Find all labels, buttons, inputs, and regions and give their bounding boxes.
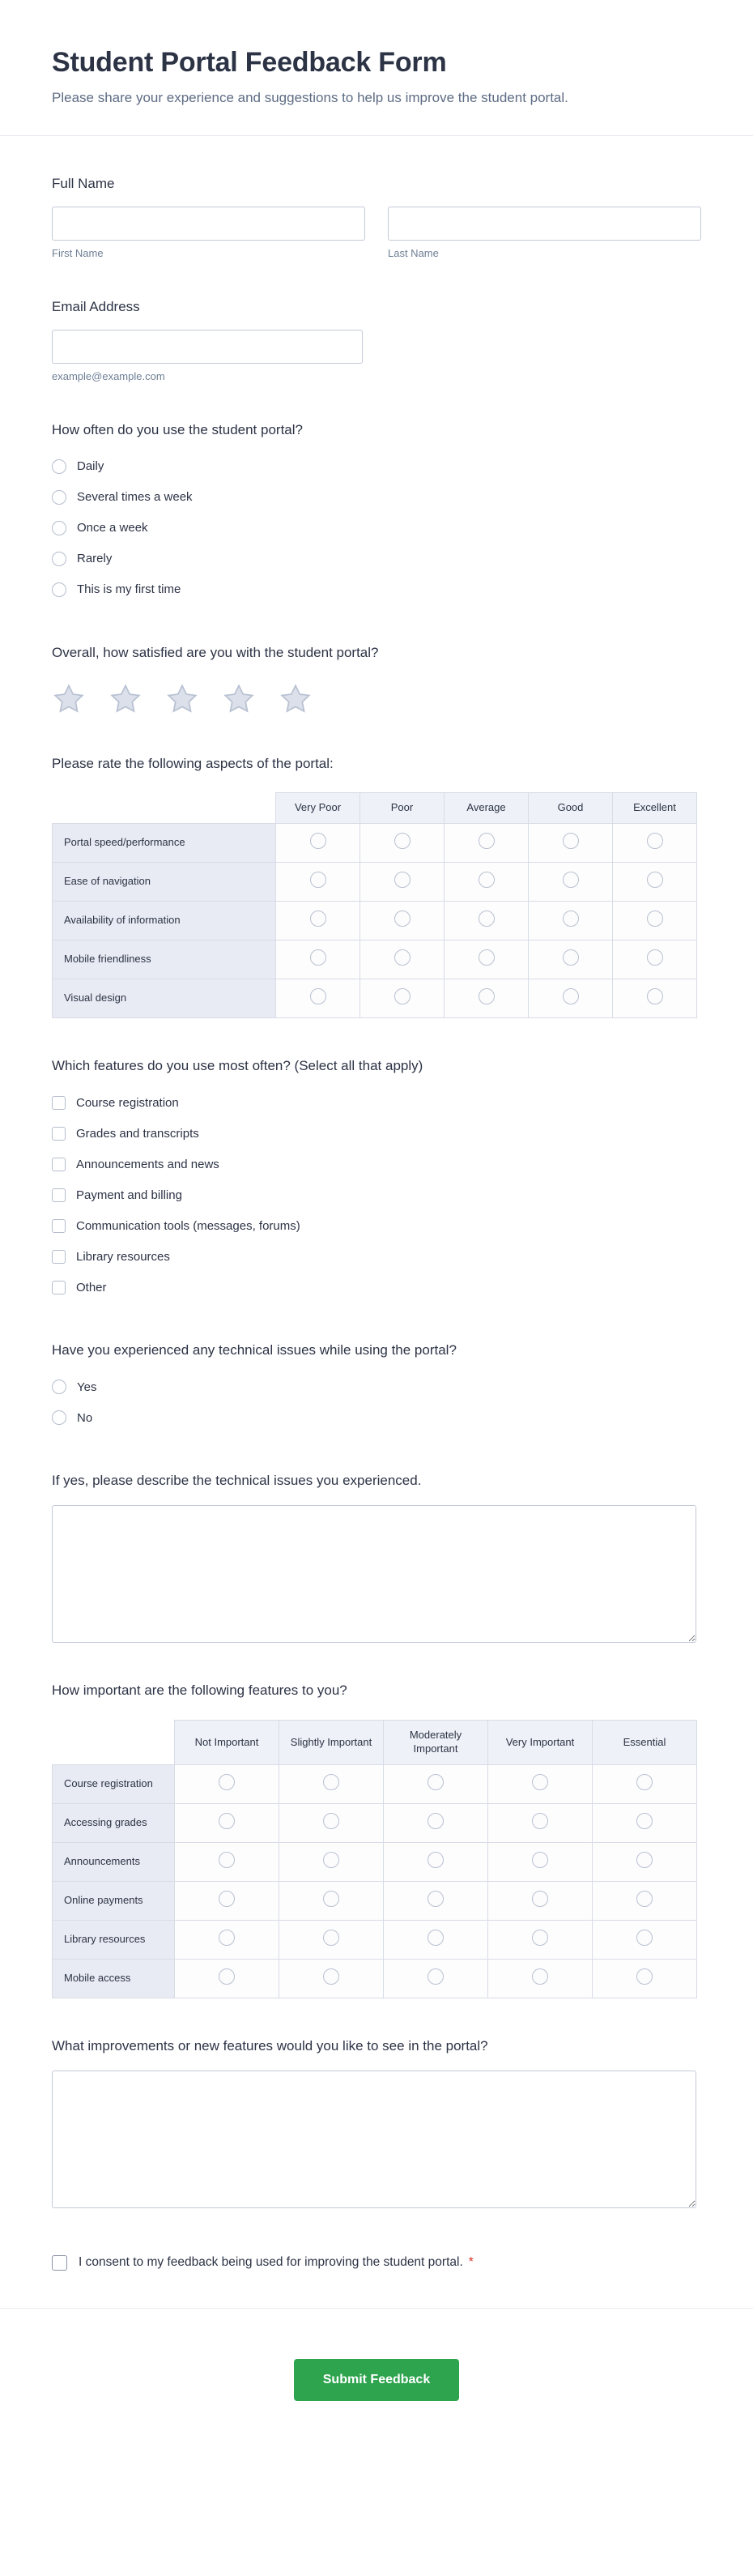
feature-option[interactable] xyxy=(52,1272,701,1303)
matrix-radio-button[interactable] xyxy=(323,1968,339,1985)
checkbox[interactable] xyxy=(52,1096,66,1110)
matrix-radio-button[interactable] xyxy=(647,833,663,849)
matrix-radio-button[interactable] xyxy=(636,1891,653,1907)
matrix-col-header: Very Poor xyxy=(276,793,360,824)
radio-button[interactable] xyxy=(52,582,66,597)
matrix-row-label: Online payments xyxy=(53,1881,175,1920)
improvements-textarea[interactable] xyxy=(52,2071,696,2208)
first-name-sublabel: First Name xyxy=(52,246,104,259)
frequency-option[interactable] xyxy=(52,513,701,544)
matrix-row-label: Announcements xyxy=(53,1842,175,1881)
matrix-radio-button[interactable] xyxy=(647,911,663,927)
matrix-cell xyxy=(360,940,445,979)
matrix-cell xyxy=(279,1764,384,1803)
email-sublabel: example@example.com xyxy=(52,369,165,382)
form-subtitle: Please share your experience and suggestions to help us improve the student portal. xyxy=(52,90,568,105)
radio-button[interactable] xyxy=(52,490,66,505)
feature-option[interactable] xyxy=(52,1179,701,1210)
matrix-cell xyxy=(175,1803,279,1842)
matrix-radio-button[interactable] xyxy=(219,1852,235,1868)
matrix-radio-button[interactable] xyxy=(310,911,326,927)
option-label: Communication tools (messages, forums) xyxy=(76,1218,300,1233)
matrix-cell xyxy=(529,979,613,1018)
checkbox[interactable] xyxy=(52,1281,66,1294)
radio-button[interactable] xyxy=(52,552,66,566)
question-aspects xyxy=(52,755,701,1019)
checkbox[interactable] xyxy=(52,1219,66,1233)
matrix-row xyxy=(53,1881,697,1920)
matrix-col-header: Excellent xyxy=(613,793,697,824)
matrix-cell xyxy=(276,824,360,863)
matrix-radio-button[interactable] xyxy=(219,1891,235,1907)
matrix-cell xyxy=(488,1764,593,1803)
footer-divider xyxy=(0,2308,753,2309)
option-label: Daily xyxy=(77,459,104,474)
matrix-cell xyxy=(279,1920,384,1959)
matrix-row xyxy=(53,902,697,940)
matrix-radio-button[interactable] xyxy=(323,1891,339,1907)
question-technical-details xyxy=(52,1472,701,1643)
option-label: Payment and billing xyxy=(76,1188,182,1202)
matrix-row xyxy=(53,824,697,863)
matrix-radio-button[interactable] xyxy=(563,988,579,1004)
matrix-cell xyxy=(593,1920,697,1959)
matrix-row-label: Course registration xyxy=(53,1764,175,1803)
question-features xyxy=(52,1057,701,1303)
matrix-col-header: Poor xyxy=(360,793,445,824)
matrix-col-header: Slightly Important xyxy=(279,1721,384,1765)
matrix-radio-button[interactable] xyxy=(636,1968,653,1985)
matrix-row-label: Library resources xyxy=(53,1920,175,1959)
matrix-col-header: Average xyxy=(445,793,529,824)
feature-option[interactable] xyxy=(52,1118,701,1149)
matrix-cell xyxy=(175,1764,279,1803)
matrix-cell xyxy=(175,1959,279,1998)
matrix-cell xyxy=(613,940,697,979)
matrix-row xyxy=(53,1803,697,1842)
matrix-radio-button[interactable] xyxy=(647,988,663,1004)
matrix-col-header: Good xyxy=(529,793,613,824)
matrix-cell xyxy=(384,1764,488,1803)
matrix-radio-button[interactable] xyxy=(636,1813,653,1829)
matrix-cell xyxy=(613,902,697,940)
matrix-cell xyxy=(279,1803,384,1842)
matrix-radio-button[interactable] xyxy=(647,872,663,888)
consent-checkbox[interactable] xyxy=(52,2255,67,2271)
checkbox[interactable] xyxy=(52,1188,66,1202)
matrix-radio-button[interactable] xyxy=(532,1852,548,1868)
matrix-cell xyxy=(384,1959,488,1998)
matrix-cell xyxy=(529,902,613,940)
matrix-radio-button[interactable] xyxy=(532,1774,548,1790)
matrix-radio-button[interactable] xyxy=(532,1813,548,1829)
matrix-row xyxy=(53,863,697,902)
last-name-input[interactable] xyxy=(388,207,701,241)
matrix-radio-button[interactable] xyxy=(310,872,326,888)
matrix-row xyxy=(53,940,697,979)
matrix-radio-button[interactable] xyxy=(394,988,411,1004)
question-frequency xyxy=(52,421,701,605)
star-icon[interactable] xyxy=(52,682,86,716)
matrix-radio-button[interactable] xyxy=(428,1813,444,1829)
question-improvements xyxy=(52,2037,701,2208)
matrix-radio-button[interactable] xyxy=(428,1968,444,1985)
feature-option[interactable] xyxy=(52,1087,701,1118)
question-label: Overall, how satisfied are you with the student portal? xyxy=(52,644,379,660)
frequency-option[interactable] xyxy=(52,482,701,513)
matrix-cell xyxy=(529,824,613,863)
matrix-cell xyxy=(384,1920,488,1959)
matrix-radio-button[interactable] xyxy=(532,1930,548,1946)
option-label: This is my first time xyxy=(77,582,181,597)
matrix-radio-button[interactable] xyxy=(563,949,579,966)
matrix-row-label: Visual design xyxy=(53,979,276,1018)
matrix-radio-button[interactable] xyxy=(310,988,326,1004)
matrix-radio-button[interactable] xyxy=(636,1852,653,1868)
matrix-cell xyxy=(529,940,613,979)
submit-area xyxy=(52,2359,701,2401)
importance-matrix xyxy=(52,1720,697,1998)
matrix-radio-button[interactable] xyxy=(323,1813,339,1829)
email-input[interactable] xyxy=(52,330,363,364)
matrix-radio-button[interactable] xyxy=(310,833,326,849)
matrix-radio-button[interactable] xyxy=(428,1852,444,1868)
matrix-cell xyxy=(279,1881,384,1920)
matrix-cell xyxy=(384,1842,488,1881)
matrix-row-label: Mobile friendliness xyxy=(53,940,276,979)
matrix-corner xyxy=(53,1721,175,1765)
matrix-cell xyxy=(360,979,445,1018)
matrix-radio-button[interactable] xyxy=(428,1930,444,1946)
matrix-radio-button[interactable] xyxy=(219,1774,235,1790)
star-icon[interactable] xyxy=(108,682,143,716)
question-importance xyxy=(52,1682,701,1998)
matrix-cell xyxy=(360,902,445,940)
radio-button[interactable] xyxy=(52,1410,66,1425)
required-asterisk: * xyxy=(468,2255,474,2270)
matrix-row xyxy=(53,1842,697,1881)
matrix-radio-button[interactable] xyxy=(219,1930,235,1946)
matrix-radio-button[interactable] xyxy=(323,1930,339,1946)
frequency-option[interactable] xyxy=(52,451,701,482)
matrix-cell xyxy=(593,1881,697,1920)
matrix-cell xyxy=(175,1881,279,1920)
option-label: Yes xyxy=(77,1380,97,1394)
matrix-row-label: Mobile access xyxy=(53,1959,175,1998)
technical-option[interactable] xyxy=(52,1402,701,1433)
checkbox[interactable] xyxy=(52,1158,66,1171)
matrix-cell xyxy=(276,940,360,979)
question-email xyxy=(52,298,701,382)
matrix-radio-button[interactable] xyxy=(394,872,411,888)
matrix-row xyxy=(53,1764,697,1803)
question-label: Please rate the following aspects of the portal: xyxy=(52,755,334,771)
matrix-radio-button[interactable] xyxy=(563,872,579,888)
matrix-cell xyxy=(593,1842,697,1881)
question-satisfaction xyxy=(52,644,701,716)
star-icon[interactable] xyxy=(222,682,256,716)
matrix-radio-button[interactable] xyxy=(563,833,579,849)
star-icon[interactable] xyxy=(165,682,199,716)
matrix-radio-button[interactable] xyxy=(479,949,495,966)
option-label: Library resources xyxy=(76,1249,170,1264)
matrix-cell xyxy=(613,863,697,902)
matrix-cell xyxy=(276,902,360,940)
matrix-col-header: Not Important xyxy=(175,1721,279,1765)
matrix-col-header: Very Important xyxy=(488,1721,593,1765)
email-field-wrap xyxy=(52,330,363,382)
matrix-radio-button[interactable] xyxy=(219,1813,235,1829)
matrix-cell xyxy=(445,940,529,979)
matrix-radio-button[interactable] xyxy=(636,1930,653,1946)
matrix-radio-button[interactable] xyxy=(394,833,411,849)
matrix-radio-button[interactable] xyxy=(532,1968,548,1985)
checkbox[interactable] xyxy=(52,1250,66,1264)
matrix-row-label: Accessing grades xyxy=(53,1803,175,1842)
matrix-cell xyxy=(488,1803,593,1842)
matrix-radio-button[interactable] xyxy=(479,833,495,849)
radio-button[interactable] xyxy=(52,521,66,535)
matrix-radio-button[interactable] xyxy=(479,872,495,888)
question-label: Which features do you use most often? (Select all that apply) xyxy=(52,1058,423,1074)
radio-button[interactable] xyxy=(52,1380,66,1394)
matrix-row xyxy=(53,979,697,1018)
matrix-row-label: Portal speed/performance xyxy=(53,824,276,863)
question-label: How important are the following features to you? xyxy=(52,1683,347,1699)
matrix-cell xyxy=(384,1881,488,1920)
first-name-field xyxy=(52,207,365,259)
matrix-cell xyxy=(175,1920,279,1959)
radio-button[interactable] xyxy=(52,459,66,474)
checkbox[interactable] xyxy=(52,1127,66,1141)
frequency-option[interactable] xyxy=(52,544,701,574)
matrix-radio-button[interactable] xyxy=(479,988,495,1004)
technical-options xyxy=(52,1371,701,1433)
star-rating xyxy=(52,682,701,716)
matrix-cell xyxy=(279,1842,384,1881)
matrix-cell xyxy=(488,1842,593,1881)
option-label: No xyxy=(77,1410,93,1425)
matrix-cell xyxy=(529,863,613,902)
option-label: Several times a week xyxy=(77,490,193,505)
feature-option[interactable] xyxy=(52,1149,701,1179)
question-consent xyxy=(52,2255,701,2271)
submit-button[interactable]: Submit Feedback xyxy=(294,2359,459,2401)
matrix-radio-button[interactable] xyxy=(479,911,495,927)
feature-option[interactable] xyxy=(52,1241,701,1272)
matrix-cell xyxy=(279,1959,384,1998)
matrix-radio-button[interactable] xyxy=(394,911,411,927)
matrix-radio-button[interactable] xyxy=(323,1852,339,1868)
question-technical xyxy=(52,1341,701,1433)
matrix-radio-button[interactable] xyxy=(563,911,579,927)
matrix-radio-button[interactable] xyxy=(647,949,663,966)
option-label: Other xyxy=(76,1280,107,1294)
matrix-radio-button[interactable] xyxy=(428,1891,444,1907)
matrix-cell xyxy=(445,824,529,863)
question-label: If yes, please describe the technical issues you experienced. xyxy=(52,1473,422,1489)
option-label: Course registration xyxy=(76,1095,179,1110)
first-name-input[interactable] xyxy=(52,207,365,241)
feature-option[interactable] xyxy=(52,1210,701,1241)
matrix-cell xyxy=(488,1959,593,1998)
question-label: Email Address xyxy=(52,298,140,314)
matrix-row-label: Ease of navigation xyxy=(53,863,276,902)
matrix-cell xyxy=(488,1881,593,1920)
option-label: Grades and transcripts xyxy=(76,1126,199,1141)
matrix-cell xyxy=(593,1764,697,1803)
frequency-option[interactable] xyxy=(52,574,701,605)
matrix-radio-button[interactable] xyxy=(636,1774,653,1790)
last-name-field xyxy=(388,207,701,259)
matrix-cell xyxy=(445,902,529,940)
matrix-cell xyxy=(445,863,529,902)
question-label: What improvements or new features would you like to see in the portal? xyxy=(52,2037,488,2054)
matrix-cell xyxy=(593,1959,697,1998)
matrix-row xyxy=(53,1959,697,1998)
last-name-sublabel: Last Name xyxy=(388,246,439,259)
consent-row[interactable] xyxy=(52,2255,701,2271)
matrix-cell xyxy=(360,824,445,863)
option-label: Rarely xyxy=(77,552,113,566)
matrix-corner xyxy=(53,793,276,824)
question-label: How often do you use the student portal? xyxy=(52,421,303,437)
aspects-matrix xyxy=(52,792,697,1018)
question-full-name xyxy=(52,175,701,259)
matrix-radio-button[interactable] xyxy=(532,1891,548,1907)
technical-details-textarea[interactable] xyxy=(52,1505,696,1643)
features-options xyxy=(52,1087,701,1303)
matrix-radio-button[interactable] xyxy=(394,949,411,966)
matrix-cell xyxy=(488,1920,593,1959)
option-label: Announcements and news xyxy=(76,1157,219,1171)
matrix-col-header: Essential xyxy=(593,1721,697,1765)
matrix-radio-button[interactable] xyxy=(323,1774,339,1790)
matrix-cell xyxy=(360,863,445,902)
option-label: Once a week xyxy=(77,521,148,535)
question-label: Full Name xyxy=(52,175,115,191)
matrix-cell xyxy=(175,1842,279,1881)
matrix-radio-button[interactable] xyxy=(219,1968,235,1985)
technical-option[interactable] xyxy=(52,1371,701,1402)
matrix-cell xyxy=(593,1803,697,1842)
matrix-cell xyxy=(276,863,360,902)
star-icon[interactable] xyxy=(279,682,313,716)
matrix-cell xyxy=(613,824,697,863)
matrix-cell xyxy=(276,979,360,1018)
matrix-radio-button[interactable] xyxy=(428,1774,444,1790)
matrix-cell xyxy=(445,979,529,1018)
matrix-cell xyxy=(613,979,697,1018)
frequency-options xyxy=(52,451,701,605)
matrix-col-header: Moderately Important xyxy=(384,1721,488,1765)
matrix-cell xyxy=(384,1803,488,1842)
question-label: Have you experienced any technical issues while using the portal? xyxy=(52,1342,457,1358)
matrix-row xyxy=(53,1920,697,1959)
form-title: Student Portal Feedback Form xyxy=(52,47,447,78)
header-divider xyxy=(0,135,753,136)
matrix-row-label: Availability of information xyxy=(53,902,276,940)
consent-label: I consent to my feedback being used for improving the student portal. xyxy=(79,2255,463,2270)
matrix-radio-button[interactable] xyxy=(310,949,326,966)
